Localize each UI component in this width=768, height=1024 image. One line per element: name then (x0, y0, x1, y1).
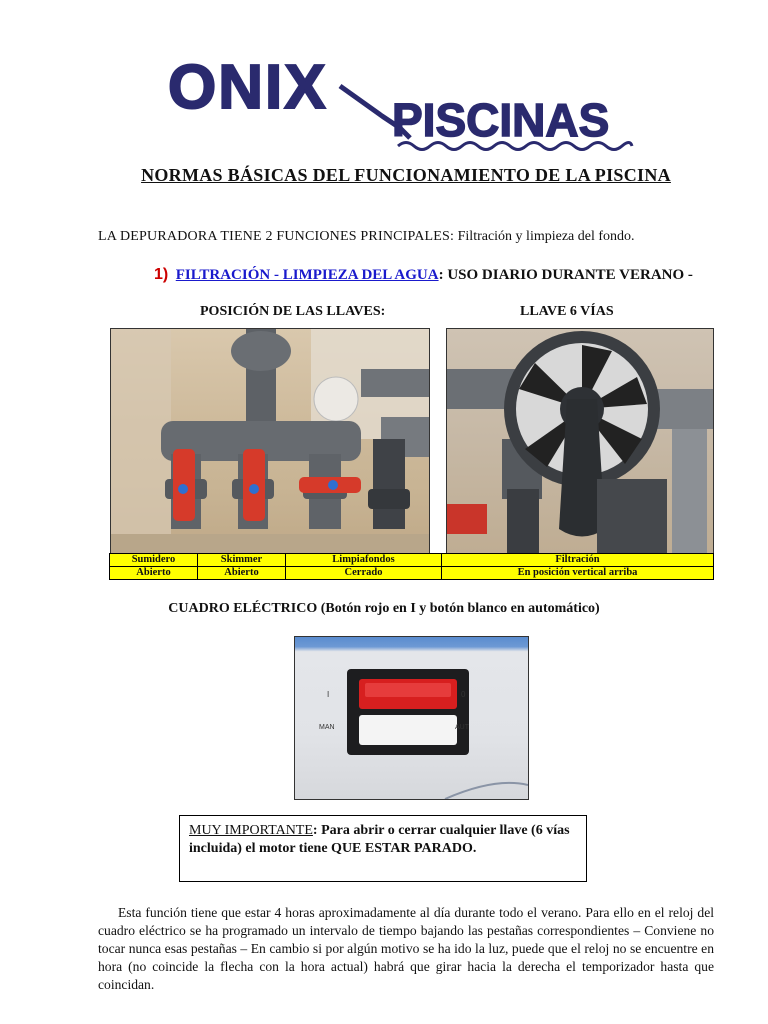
table-row (110, 567, 714, 580)
six-way-valve-label: LLAVE 6 VÍAS (520, 304, 614, 319)
table-cell: Abierto (110, 567, 198, 580)
table-cell: Cerrado (286, 567, 442, 580)
intro-rest: Filtración y limpieza del fondo. (454, 229, 635, 244)
six-way-valve-photo (446, 328, 714, 554)
page-title: NORMAS BÁSICAS DEL FUNCIONAMIENTO DE LA PISCINA (141, 165, 671, 185)
logo-piscinas-text: PISCINAS (392, 94, 610, 146)
panel-label-o: 0 (461, 690, 466, 699)
valve-positions-table (109, 553, 714, 580)
body-paragraph: Esta función tiene que estar 4 horas aproximadamente al día durante todo el verano. Para ello en el reloj del cuadro eléctrico se ha programado un intervalo de tiempo bajando las pestañas correspondientes – Conviene no tocar nunca esas pestañas – En cambio si por algún motivo se ha ido la luz, puede que el reloj no se encuentre en hora (no coincide la flecha con la hora actual) habrá que girar hacia la derecha el temporizador hasta que coincidan. (98, 905, 714, 992)
panel-label-aut: AUT (455, 724, 469, 731)
electric-panel-heading: CUADRO ELÉCTRICO (Botón rojo en I y botón blanco en automático) (168, 601, 600, 616)
valve-positions-label: POSICIÓN DE LAS LLAVES: (200, 304, 386, 319)
table-cell: En posición vertical arriba (442, 567, 714, 580)
table-cell: Skimmer (198, 554, 286, 567)
table-row (110, 554, 714, 567)
important-notice (189, 822, 579, 858)
important-lead: MUY IMPORTANTE (189, 823, 313, 838)
valves-manifold-photo (110, 328, 430, 554)
section-rest: : USO DIARIO DURANTE VERANO - (438, 267, 693, 283)
onix-piscinas-logo (160, 56, 660, 156)
intro-caps: LA DEPURADORA TIENE 2 FUNCIONES PRINCIPALES: (98, 229, 455, 244)
section-1-heading (154, 266, 754, 284)
table-cell: Filtración (442, 554, 714, 567)
panel-label-i: I (327, 690, 330, 699)
table-cell: Abierto (198, 567, 286, 580)
section-number: 1) (154, 266, 169, 283)
panel-label-man: MAN (319, 724, 335, 731)
intro-line (98, 229, 738, 245)
electric-panel-photo (294, 636, 529, 800)
logo-onix-text: ONIX (168, 56, 328, 122)
important-text: : Para abrir o cerrar cualquier llave (6 vías incluida) el motor tiene QUE ESTAR PARADO. (189, 823, 570, 856)
table-cell: Sumidero (110, 554, 198, 567)
section-link[interactable]: FILTRACIÓN - LIMPIEZA DEL AGUA (175, 267, 439, 283)
table-cell: Limpiafondos (286, 554, 442, 567)
